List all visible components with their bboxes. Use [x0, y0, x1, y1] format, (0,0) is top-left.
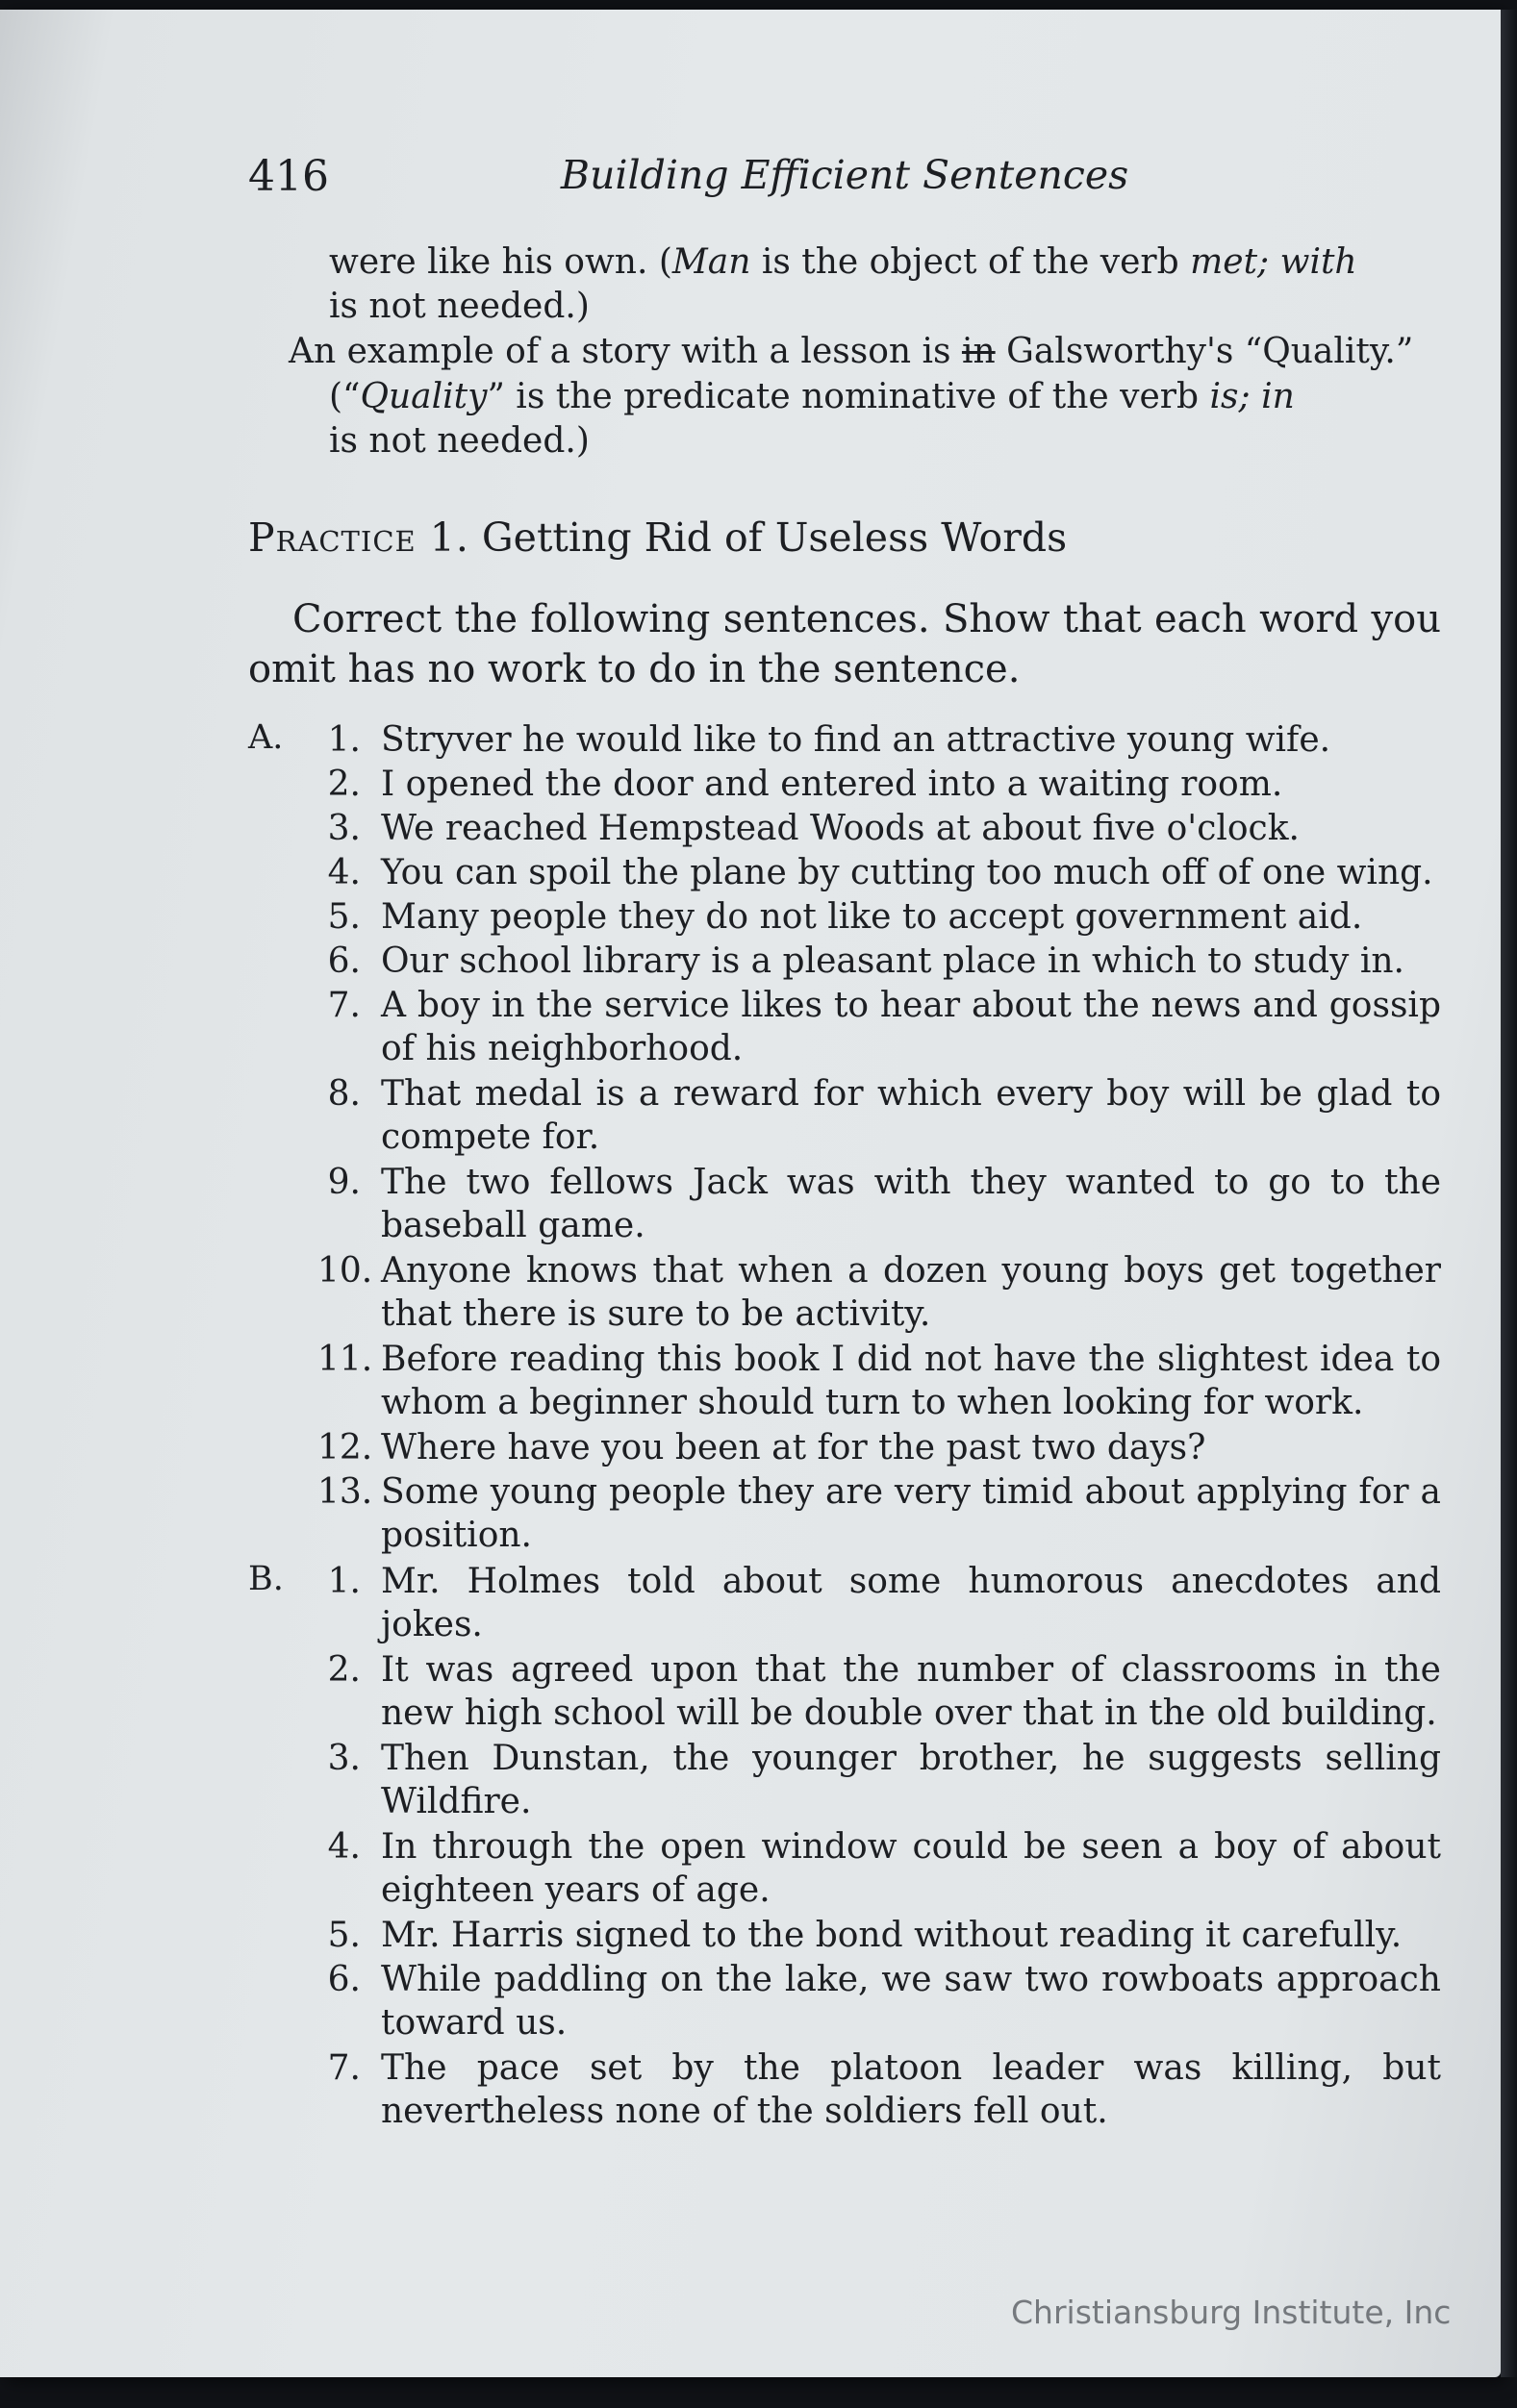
italic-man: Man — [671, 242, 751, 282]
intro-line-4: (“Quality” is the predicate nominative of the verb is; in — [329, 377, 1295, 416]
italic-is: is; — [1209, 377, 1251, 416]
section-label-b: B. — [248, 1560, 284, 1598]
book-page: 416 Building Efficient Sentences were like his own. (Man is the object of the verb met; with is not needed.) An example of a story with a lesson is in Galsworthy's “Quality.” (“Quality” is the predicate nominative of the verb is; in is not needed.) Practice 1. Getting Rid of Useless Words Correct the following sentences. Show that each word you omit has no work to do in the sentence. A. 1. Stryver he would like to find an attractive young wife. 2. I opened the door and entered into a waiting room. 3. We reached Hempstead Woods at about five o'clock. 4. You can spoil the plane by cutting too much off of one wing. 5. Many people they do not like to accept government aid. 6. Our school library is a pleasant place in which to study in. 7. A boy in the service likes to hear about the news and gossip of his neighborhood. 8. That medal is a reward for which every boy will be glad to compete for. 9. The two fellows Jack was with they wanted to go to the baseball game. 10. Anyone knows that when a dozen young boys get together that there is sure to be activity. 11. Before reading this book I did not have the slightest idea to whom a beginner should turn to when looking for work. 12. Where have you been at for the past two days? 13. Some young people they are very timid about applying for a position. B. 1. Mr. Holmes told about some humorous anecdotes and jokes. 2. It was agreed upon that the number of classrooms in the new high school will be double over that in the old building. 3. Then Dunstan, the younger brother, he suggests selling Wildfire. 4. In through the open window could be seen a boy of about eighteen years of age. 5. Mr. Harris signed to the bond without reading it carefully. 6. While paddling on the lake, we saw two rowboats approach toward us. 7. The pace set by the platoon leader was killing, but nevertheless none of the soldiers fell out. Christiansburg Institute, Inc — [0, 10, 1501, 2377]
watermark: Christiansburg Institute, Inc — [1011, 2294, 1452, 2331]
intro-line-1: were like his own. (Man is the object of the verb met; with — [329, 242, 1357, 282]
practice-title: Getting Rid of Useless Words — [481, 514, 1068, 561]
section-label-a: A. — [248, 718, 284, 757]
page-edge-shadow — [1501, 10, 1517, 2377]
practice-instructions: Correct the following sentences. Show that each word you omit has no work to do in the sentence. — [248, 597, 1441, 691]
running-head: Building Efficient Sentences — [560, 152, 1129, 198]
intro-line-2: is not needed.) — [329, 287, 590, 326]
italic-met: met; — [1190, 242, 1270, 282]
intro-line-3: An example of a story with a lesson is in Galsworthy's “Quality.” — [289, 332, 1414, 371]
struck-word: in — [961, 332, 996, 371]
page-header — [248, 152, 1441, 210]
italic-in: in — [1261, 377, 1295, 416]
italic-quality: Quality — [360, 377, 488, 416]
practice-label: Practice 1. — [248, 514, 469, 561]
italic-with: with — [1279, 242, 1357, 282]
page-number: 416 — [248, 152, 329, 201]
intro-line-5: is not needed.) — [329, 421, 590, 461]
practice-heading — [248, 514, 1067, 561]
